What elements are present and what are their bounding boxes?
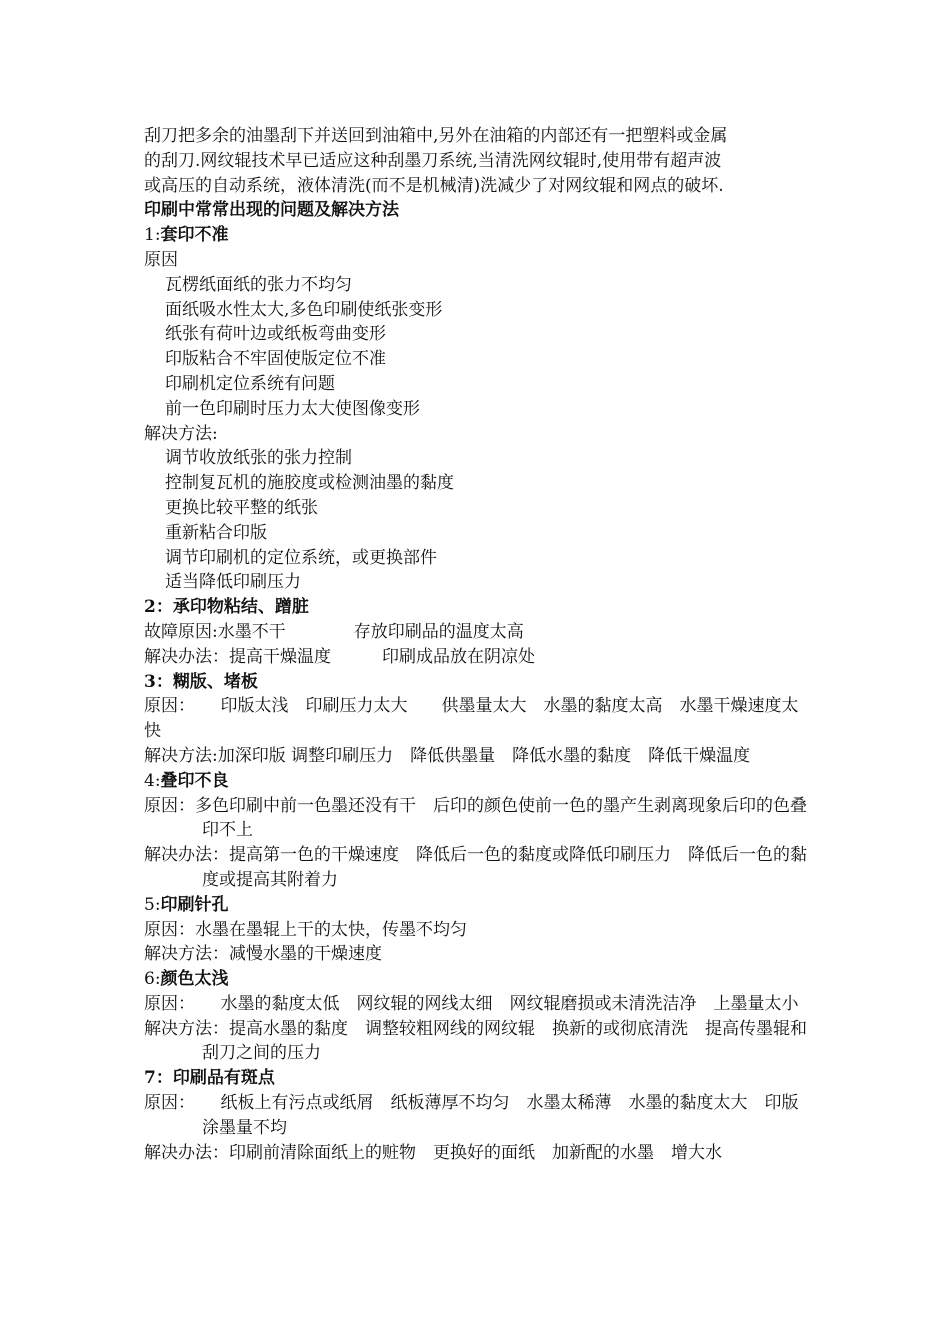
problem-title: 颜色太浅 bbox=[160, 969, 229, 990]
section-title: 印刷中常常出现的问题及解决方法 bbox=[144, 200, 399, 221]
cause-item: 瓦楞纸面纸的张力不均匀 bbox=[165, 274, 352, 295]
solution-item: 控制复瓦机的施胶度或检测油墨的黏度 bbox=[165, 473, 454, 494]
intro-line: 或高压的自动系统，液体清洗(而不是机械清)洗减少了对网纹辊和网点的破坏. bbox=[144, 175, 724, 196]
problem-2-cause: 故障原因:水墨不干 存放印刷品的温度太高 bbox=[144, 621, 524, 642]
solution-item: 调节印刷机的定位系统，或更换部件 bbox=[165, 547, 437, 568]
problem-1-heading bbox=[144, 223, 810, 248]
problem-6-heading bbox=[144, 967, 810, 992]
problem-number: 1: bbox=[144, 225, 161, 246]
problem-5-solution: 解决方法：减慢水墨的干燥速度 bbox=[144, 944, 382, 965]
cause-item: 印刷机定位系统有问题 bbox=[165, 373, 335, 394]
problem-3-solution: 解决方法:加深印版 调整印刷压力 降低供墨量 降低水墨的黏度 降低干燥温度 bbox=[144, 745, 751, 766]
cause-item: 面纸吸水性太大,多色印刷使纸张变形 bbox=[165, 299, 443, 320]
cause-item: 前一色印刷时压力太大使图像变形 bbox=[165, 398, 420, 419]
problem-5-heading bbox=[144, 893, 810, 918]
solution-item: 调节收放纸张的张力控制 bbox=[165, 448, 352, 469]
cause-item: 印版粘合不牢固使版定位不准 bbox=[165, 349, 386, 370]
problem-6-cause: 原因： 水墨的黏度太低 网纹辊的网线太细 网纹辊磨损或未清洗洁净 上墨量太小 bbox=[144, 993, 799, 1014]
problem-6-solution: 解决方法：提高水墨的黏度 调整较粗网线的网纹辊 换新的或彻底清洗 提高传墨辊和刮刀之间的压力 bbox=[144, 1018, 807, 1064]
problem-title: 套印不准 bbox=[160, 225, 229, 246]
problem-5-cause: 原因：水墨在墨辊上干的太快，传墨不均匀 bbox=[144, 919, 467, 940]
problem-title: 叠印不良 bbox=[160, 770, 229, 791]
problem-7-cause: 原因： 纸板上有污点或纸屑 纸板薄厚不均匀 水墨太稀薄 水墨的黏度太大 印版涂墨量不均 bbox=[144, 1093, 799, 1138]
problem-4-cause: 原因：多色印刷中前一色墨还没有干 后印的颜色使前一色的墨产生剥离现象后印的色叠印不上 bbox=[144, 795, 807, 841]
problem-title: 印刷针孔 bbox=[160, 894, 229, 915]
problem-2-solution: 解决办法：提高干燥温度 印刷成品放在阴凉处 bbox=[144, 646, 535, 667]
cause-item: 纸张有荷叶边或纸板弯曲变形 bbox=[165, 324, 386, 345]
problem-3-cause: 原因： 印版太浅 印刷压力太大 供墨量太大 水墨的黏度太高 水墨干燥速度太快 bbox=[144, 696, 799, 742]
problem-4-heading bbox=[144, 769, 810, 794]
problem-7-solution: 解决办法：印刷前清除面纸上的赃物 更换好的面纸 加新配的水墨 增大水 bbox=[144, 1142, 722, 1163]
problem-7-heading: 7：印刷品有斑点 bbox=[144, 1068, 275, 1089]
problem-2-heading: 2：承印物粘结、蹭脏 bbox=[144, 597, 309, 618]
problem-3-heading: 3：糊版、堵板 bbox=[144, 671, 258, 692]
document-page bbox=[144, 124, 810, 1165]
problem-number: 5: bbox=[144, 894, 161, 915]
solution-item: 重新粘合印版 bbox=[165, 522, 267, 543]
problem-number: 4: bbox=[144, 770, 161, 791]
cause-label: 原因 bbox=[144, 249, 178, 270]
intro-line: 刮刀把多余的油墨刮下并送回到油箱中,另外在油箱的内部还有一把塑料或金属 bbox=[144, 126, 728, 146]
intro-line: 的刮刀.网纹辊技术早已适应这种刮墨刀系统,当清洗网纹辊时,使用带有超声波 bbox=[144, 150, 722, 171]
solution-label: 解决方法: bbox=[144, 423, 218, 444]
problem-number: 6: bbox=[144, 969, 161, 990]
solution-item: 适当降低印刷压力 bbox=[165, 572, 301, 593]
solution-item: 更换比较平整的纸张 bbox=[165, 497, 318, 518]
problem-4-solution: 解决办法：提高第一色的干燥速度 降低后一色的黏度或降低印刷压力 降低后一色的黏度或提高其附着力 bbox=[144, 845, 807, 890]
